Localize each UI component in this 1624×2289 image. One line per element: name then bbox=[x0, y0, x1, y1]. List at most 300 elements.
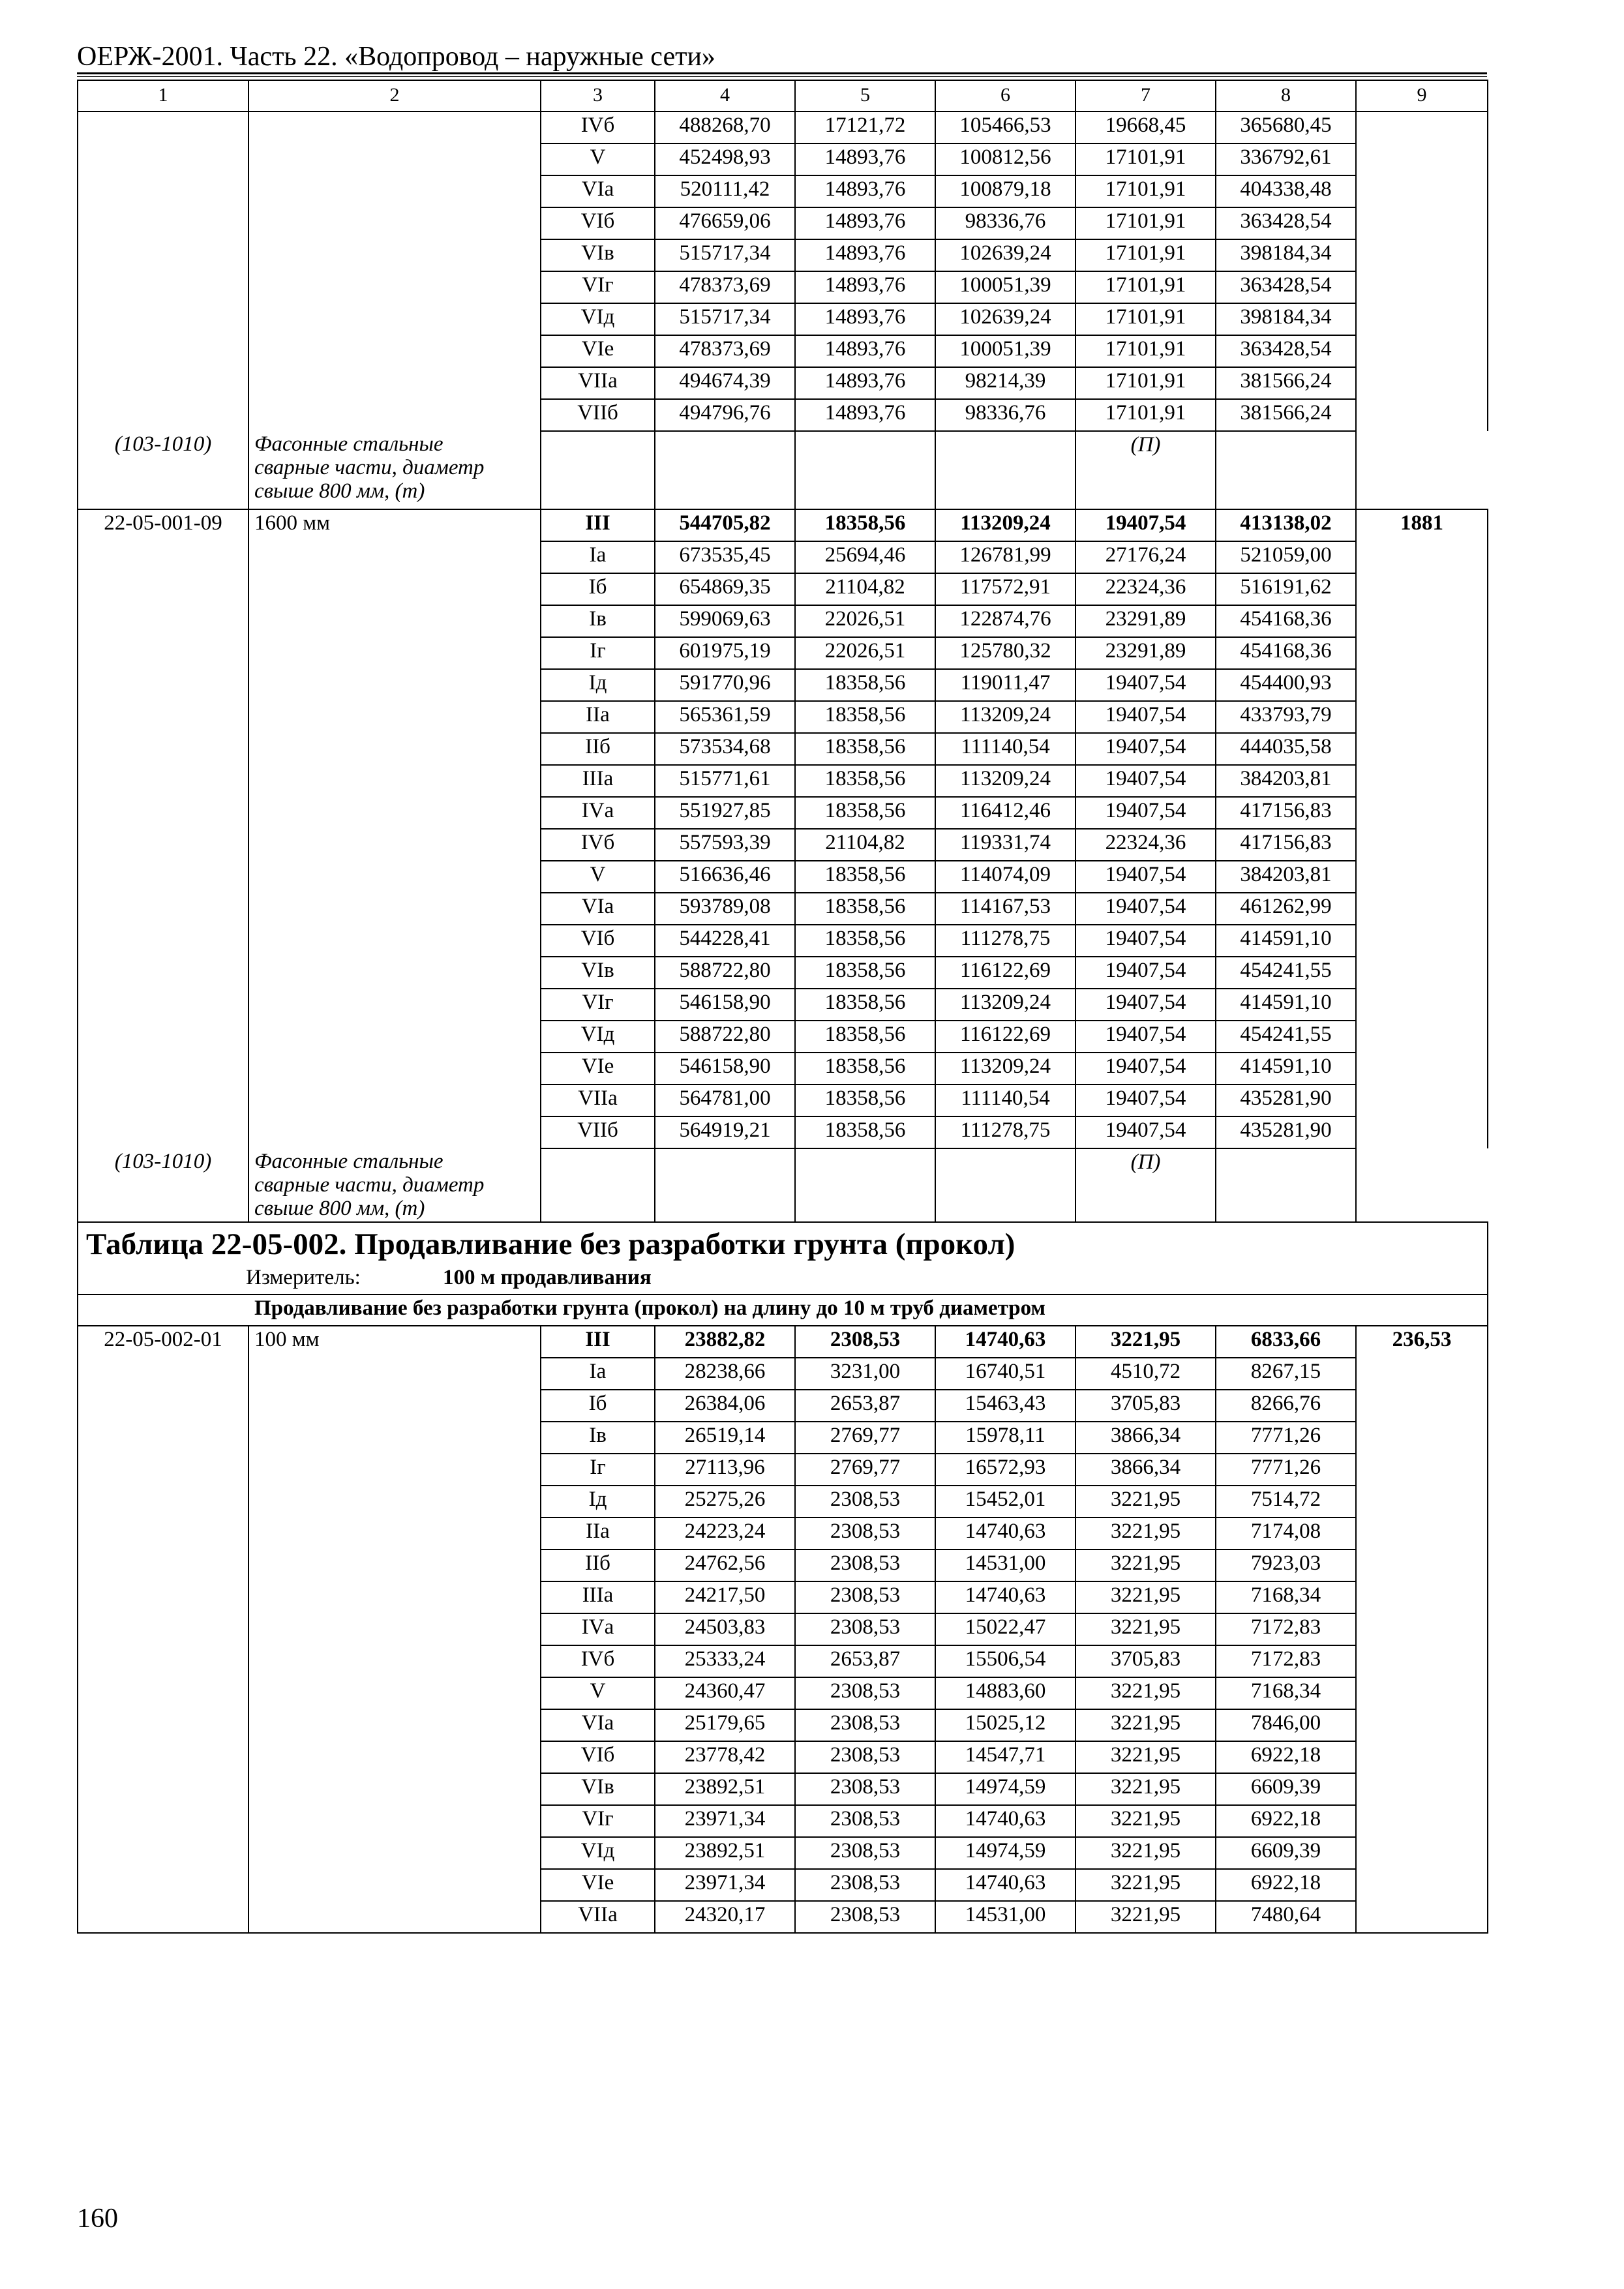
col9-cell bbox=[1356, 925, 1488, 957]
col9-cell bbox=[1356, 335, 1488, 367]
name-cell bbox=[248, 893, 541, 925]
table-row bbox=[78, 1709, 1488, 1741]
measure-value: 100 м продавливания bbox=[443, 1266, 652, 1289]
code-cell bbox=[78, 1869, 248, 1901]
col9-cell bbox=[1356, 989, 1488, 1021]
section-row bbox=[78, 1294, 1488, 1326]
col9-cell bbox=[1356, 1116, 1488, 1148]
value-cell: 515771,61 bbox=[655, 765, 795, 797]
value-cell: 515717,34 bbox=[655, 303, 795, 335]
value-cell: 14547,71 bbox=[935, 1741, 1075, 1773]
value-cell: 19668,45 bbox=[1075, 112, 1216, 143]
value-cell: 3231,00 bbox=[795, 1358, 935, 1390]
value-cell bbox=[655, 431, 795, 509]
value-cell: 435281,90 bbox=[1216, 1116, 1356, 1148]
value-cell: 363428,54 bbox=[1216, 271, 1356, 303]
column-number: 6 bbox=[935, 80, 1075, 112]
name-cell bbox=[248, 1486, 541, 1518]
table-row bbox=[78, 1085, 1488, 1116]
value-cell: 516191,62 bbox=[1216, 573, 1356, 605]
value-cell: 14893,76 bbox=[795, 303, 935, 335]
column-number: 8 bbox=[1216, 80, 1356, 112]
zone-cell: IVб bbox=[541, 1645, 655, 1677]
value-cell: 2308,53 bbox=[795, 1549, 935, 1581]
value-cell: 14893,76 bbox=[795, 335, 935, 367]
name-cell bbox=[248, 605, 541, 637]
value-cell: 3705,83 bbox=[1075, 1645, 1216, 1677]
value-cell: 2308,53 bbox=[795, 1805, 935, 1837]
value-cell: 454400,93 bbox=[1216, 669, 1356, 701]
value-cell: 2653,87 bbox=[795, 1390, 935, 1422]
name-cell bbox=[248, 112, 541, 143]
value-cell: 2308,53 bbox=[795, 1613, 935, 1645]
value-cell: 435281,90 bbox=[1216, 1085, 1356, 1116]
value-cell: 100051,39 bbox=[935, 335, 1075, 367]
col9-cell bbox=[1356, 861, 1488, 893]
value-cell: 15506,54 bbox=[935, 1645, 1075, 1677]
value-cell: 22026,51 bbox=[795, 605, 935, 637]
name-cell bbox=[248, 765, 541, 797]
value-cell: 24320,17 bbox=[655, 1901, 795, 1933]
col9-cell bbox=[1216, 1148, 1356, 1222]
zone-cell: Iб bbox=[541, 1390, 655, 1422]
value-cell: 19407,54 bbox=[1075, 989, 1216, 1021]
value-cell: 7168,34 bbox=[1216, 1677, 1356, 1709]
value-cell: 126781,99 bbox=[935, 541, 1075, 573]
value-cell: 2308,53 bbox=[795, 1869, 935, 1901]
code-cell bbox=[78, 1486, 248, 1518]
value-cell: 24762,56 bbox=[655, 1549, 795, 1581]
value-cell: 14893,76 bbox=[795, 399, 935, 431]
col9-cell bbox=[1356, 1613, 1488, 1645]
value-cell: 17101,91 bbox=[1075, 143, 1216, 175]
value-cell: 111278,75 bbox=[935, 925, 1075, 957]
col9-cell bbox=[1356, 1422, 1488, 1454]
table-row bbox=[78, 925, 1488, 957]
value-cell: 19407,54 bbox=[1075, 701, 1216, 733]
value-cell: 17101,91 bbox=[1075, 335, 1216, 367]
value-cell: 3221,95 bbox=[1075, 1326, 1216, 1358]
value-cell bbox=[541, 1148, 655, 1222]
zone-cell: Iв bbox=[541, 1422, 655, 1454]
table-row bbox=[78, 669, 1488, 701]
value-cell: 18358,56 bbox=[795, 1116, 935, 1148]
note-row bbox=[78, 1148, 1488, 1222]
code-cell bbox=[78, 1085, 248, 1116]
zone-cell: VIд bbox=[541, 1021, 655, 1053]
value-cell: 363428,54 bbox=[1216, 335, 1356, 367]
value-cell: 413138,02 bbox=[1216, 509, 1356, 541]
value-cell: 22026,51 bbox=[795, 637, 935, 669]
col9-cell bbox=[1356, 733, 1488, 765]
value-cell: 23971,34 bbox=[655, 1805, 795, 1837]
value-cell: 2308,53 bbox=[795, 1326, 935, 1358]
value-cell: 7514,72 bbox=[1216, 1486, 1356, 1518]
name-cell bbox=[248, 1518, 541, 1549]
value-cell: 98214,39 bbox=[935, 367, 1075, 399]
value-cell: 19407,54 bbox=[1075, 1085, 1216, 1116]
value-cell: 520111,42 bbox=[655, 175, 795, 207]
column-number: 1 bbox=[78, 80, 248, 112]
value-cell: 3221,95 bbox=[1075, 1677, 1216, 1709]
value-cell: 414591,10 bbox=[1216, 1053, 1356, 1085]
col9-cell bbox=[1356, 1837, 1488, 1869]
column-number: 9 bbox=[1356, 80, 1488, 112]
value-cell: 19407,54 bbox=[1075, 797, 1216, 829]
value-cell: 7846,00 bbox=[1216, 1709, 1356, 1741]
value-cell: 116412,46 bbox=[935, 797, 1075, 829]
col9-cell bbox=[1356, 303, 1488, 335]
value-cell: 494674,39 bbox=[655, 367, 795, 399]
value-cell: 2769,77 bbox=[795, 1422, 935, 1454]
code-cell bbox=[78, 605, 248, 637]
code-cell bbox=[78, 989, 248, 1021]
code-cell bbox=[78, 1709, 248, 1741]
code-cell bbox=[78, 1773, 248, 1805]
code-cell bbox=[78, 1613, 248, 1645]
code-cell bbox=[78, 1358, 248, 1390]
section-heading: Продавливание без разработки грунта (прокол) на длину до 10 м труб диаметром bbox=[78, 1294, 1488, 1326]
zone-cell: IVб bbox=[541, 829, 655, 861]
value-cell: 25179,65 bbox=[655, 1709, 795, 1741]
code-cell bbox=[78, 1053, 248, 1085]
value-cell: 23892,51 bbox=[655, 1773, 795, 1805]
value-cell: 454241,55 bbox=[1216, 957, 1356, 989]
value-cell: 119011,47 bbox=[935, 669, 1075, 701]
code-cell bbox=[78, 765, 248, 797]
zone-cell: Iа bbox=[541, 541, 655, 573]
value-cell: 113209,24 bbox=[935, 509, 1075, 541]
zone-cell: VIв bbox=[541, 1773, 655, 1805]
zone-cell: VIе bbox=[541, 335, 655, 367]
value-cell: 23882,82 bbox=[655, 1326, 795, 1358]
value-cell: 17101,91 bbox=[1075, 207, 1216, 239]
value-cell: 102639,24 bbox=[935, 303, 1075, 335]
value-cell bbox=[795, 431, 935, 509]
note-line: свыше 800 мм, (т) bbox=[254, 1197, 425, 1220]
value-cell: 546158,90 bbox=[655, 989, 795, 1021]
value-cell: 27113,96 bbox=[655, 1454, 795, 1486]
table-row bbox=[78, 1390, 1488, 1422]
code-cell bbox=[78, 1390, 248, 1422]
code-cell bbox=[78, 1645, 248, 1677]
value-cell: 17121,72 bbox=[795, 112, 935, 143]
code-cell bbox=[78, 829, 248, 861]
value-cell: 113209,24 bbox=[935, 701, 1075, 733]
value-cell: 516636,46 bbox=[655, 861, 795, 893]
value-cell: 23971,34 bbox=[655, 1869, 795, 1901]
code-cell bbox=[78, 573, 248, 605]
value-cell: 384203,81 bbox=[1216, 861, 1356, 893]
name-cell bbox=[248, 207, 541, 239]
value-cell: 7771,26 bbox=[1216, 1422, 1356, 1454]
value-cell: 381566,24 bbox=[1216, 399, 1356, 431]
code-cell bbox=[78, 239, 248, 271]
value-cell: 19407,54 bbox=[1075, 925, 1216, 957]
value-cell: 18358,56 bbox=[795, 861, 935, 893]
value-cell: 654869,35 bbox=[655, 573, 795, 605]
code-cell: 22-05-002-01 bbox=[78, 1326, 248, 1358]
code-cell bbox=[78, 1549, 248, 1581]
value-cell: 23892,51 bbox=[655, 1837, 795, 1869]
table-row bbox=[78, 637, 1488, 669]
value-cell: 3221,95 bbox=[1075, 1837, 1216, 1869]
value-cell: 14893,76 bbox=[795, 367, 935, 399]
name-cell bbox=[248, 797, 541, 829]
measure-row bbox=[78, 1266, 1488, 1294]
value-cell: 19407,54 bbox=[1075, 1021, 1216, 1053]
name-cell bbox=[248, 1741, 541, 1773]
header-rule bbox=[77, 72, 1487, 74]
value-cell: 22324,36 bbox=[1075, 829, 1216, 861]
value-cell: 15978,11 bbox=[935, 1422, 1075, 1454]
table-row bbox=[78, 1053, 1488, 1085]
value-cell: 2308,53 bbox=[795, 1518, 935, 1549]
value-cell: 27176,24 bbox=[1075, 541, 1216, 573]
value-cell: 102639,24 bbox=[935, 239, 1075, 271]
value-cell: 2308,53 bbox=[795, 1773, 935, 1805]
value-cell: 673535,45 bbox=[655, 541, 795, 573]
value-cell: 7168,34 bbox=[1216, 1581, 1356, 1613]
code-cell bbox=[78, 1901, 248, 1933]
name-cell bbox=[248, 1613, 541, 1645]
value-cell: 111140,54 bbox=[935, 1085, 1075, 1116]
col9-cell bbox=[1356, 1390, 1488, 1422]
code-cell bbox=[78, 861, 248, 893]
value-cell: 588722,80 bbox=[655, 1021, 795, 1053]
zone-cell: VIе bbox=[541, 1869, 655, 1901]
name-cell bbox=[248, 861, 541, 893]
value-cell: 14740,63 bbox=[935, 1805, 1075, 1837]
zone-cell: VIб bbox=[541, 1741, 655, 1773]
col9-cell bbox=[1356, 367, 1488, 399]
value-cell: 3221,95 bbox=[1075, 1805, 1216, 1837]
value-cell: 7480,64 bbox=[1216, 1901, 1356, 1933]
zone-cell: IIб bbox=[541, 733, 655, 765]
name-cell bbox=[248, 637, 541, 669]
table-row bbox=[78, 367, 1488, 399]
price-table bbox=[77, 80, 1488, 1934]
column-number: 3 bbox=[541, 80, 655, 112]
value-cell: 17101,91 bbox=[1075, 271, 1216, 303]
value-cell: 17101,91 bbox=[1075, 303, 1216, 335]
value-cell: 23291,89 bbox=[1075, 637, 1216, 669]
value-cell: 3866,34 bbox=[1075, 1422, 1216, 1454]
code-cell bbox=[78, 1581, 248, 1613]
value-cell: 18358,56 bbox=[795, 765, 935, 797]
code-cell bbox=[78, 207, 248, 239]
value-cell: 19407,54 bbox=[1075, 957, 1216, 989]
value-cell: 116122,69 bbox=[935, 957, 1075, 989]
value-cell: 25275,26 bbox=[655, 1486, 795, 1518]
table-row bbox=[78, 1773, 1488, 1805]
name-cell bbox=[248, 1085, 541, 1116]
note-text bbox=[248, 1148, 541, 1222]
col9-cell bbox=[1356, 1454, 1488, 1486]
col9-cell bbox=[1356, 1486, 1488, 1518]
value-cell: 16740,51 bbox=[935, 1358, 1075, 1390]
value-cell: 4510,72 bbox=[1075, 1358, 1216, 1390]
value-cell: 14740,63 bbox=[935, 1869, 1075, 1901]
note-line: Фасонные стальные bbox=[254, 1150, 444, 1173]
value-cell: 18358,56 bbox=[795, 509, 935, 541]
value-cell: 7174,08 bbox=[1216, 1518, 1356, 1549]
zone-cell: IVа bbox=[541, 797, 655, 829]
value-cell: 25333,24 bbox=[655, 1645, 795, 1677]
column-number: 2 bbox=[248, 80, 541, 112]
value-cell: 417156,83 bbox=[1216, 829, 1356, 861]
col9-cell bbox=[1356, 239, 1488, 271]
value-cell bbox=[935, 1148, 1075, 1222]
value-cell: 433793,79 bbox=[1216, 701, 1356, 733]
column-number: 4 bbox=[655, 80, 795, 112]
code-cell bbox=[78, 1837, 248, 1869]
code-cell bbox=[78, 925, 248, 957]
name-cell bbox=[248, 1021, 541, 1053]
zone-cell: VIIб bbox=[541, 399, 655, 431]
code-cell bbox=[78, 271, 248, 303]
col9-cell bbox=[1356, 797, 1488, 829]
note-p: (П) bbox=[1075, 1148, 1216, 1222]
value-cell: 521059,00 bbox=[1216, 541, 1356, 573]
value-cell: 114167,53 bbox=[935, 893, 1075, 925]
table-row bbox=[78, 1021, 1488, 1053]
code-cell bbox=[78, 143, 248, 175]
name-cell bbox=[248, 1053, 541, 1085]
value-cell: 452498,93 bbox=[655, 143, 795, 175]
zone-cell: Iв bbox=[541, 605, 655, 637]
table-row bbox=[78, 1645, 1488, 1677]
name-cell bbox=[248, 1358, 541, 1390]
zone-cell: VIа bbox=[541, 1709, 655, 1741]
value-cell: 6609,39 bbox=[1216, 1773, 1356, 1805]
value-cell: 478373,69 bbox=[655, 271, 795, 303]
table-row bbox=[78, 1901, 1488, 1933]
name-cell: 100 мм bbox=[248, 1326, 541, 1358]
value-cell: 98336,76 bbox=[935, 207, 1075, 239]
value-cell: 599069,63 bbox=[655, 605, 795, 637]
value-cell: 2308,53 bbox=[795, 1677, 935, 1709]
value-cell: 461262,99 bbox=[1216, 893, 1356, 925]
code-cell bbox=[78, 637, 248, 669]
col9-cell bbox=[1356, 1549, 1488, 1581]
table-row bbox=[78, 1116, 1488, 1148]
col9-cell bbox=[1356, 541, 1488, 573]
name-cell bbox=[248, 1549, 541, 1581]
value-cell: 114074,09 bbox=[935, 861, 1075, 893]
name-cell bbox=[248, 1901, 541, 1933]
zone-cell: Iб bbox=[541, 573, 655, 605]
value-cell: 119331,74 bbox=[935, 829, 1075, 861]
value-cell: 122874,76 bbox=[935, 605, 1075, 637]
value-cell: 3221,95 bbox=[1075, 1869, 1216, 1901]
zone-cell: VIб bbox=[541, 207, 655, 239]
name-cell bbox=[248, 1454, 541, 1486]
value-cell: 2308,53 bbox=[795, 1901, 935, 1933]
col9-cell bbox=[1356, 271, 1488, 303]
table-row bbox=[78, 605, 1488, 637]
code-cell bbox=[78, 893, 248, 925]
name-cell bbox=[248, 1773, 541, 1805]
col9-cell bbox=[1356, 1581, 1488, 1613]
code-cell bbox=[78, 1422, 248, 1454]
name-cell bbox=[248, 541, 541, 573]
value-cell: 454241,55 bbox=[1216, 1021, 1356, 1053]
table-row bbox=[78, 701, 1488, 733]
zone-cell: Iд bbox=[541, 669, 655, 701]
value-cell: 8267,15 bbox=[1216, 1358, 1356, 1390]
value-cell: 113209,24 bbox=[935, 765, 1075, 797]
value-cell: 21104,82 bbox=[795, 573, 935, 605]
value-cell: 478373,69 bbox=[655, 335, 795, 367]
col9-cell bbox=[1356, 1358, 1488, 1390]
zone-cell: VIIа bbox=[541, 1085, 655, 1116]
name-cell bbox=[248, 573, 541, 605]
table-row bbox=[78, 893, 1488, 925]
name-cell bbox=[248, 701, 541, 733]
col9-cell: 236,53 bbox=[1356, 1326, 1488, 1358]
value-cell: 14974,59 bbox=[935, 1837, 1075, 1869]
value-cell: 3221,95 bbox=[1075, 1709, 1216, 1741]
value-cell: 7172,83 bbox=[1216, 1613, 1356, 1645]
value-cell: 16572,93 bbox=[935, 1454, 1075, 1486]
value-cell: 15025,12 bbox=[935, 1709, 1075, 1741]
name-cell bbox=[248, 367, 541, 399]
code-cell bbox=[78, 1805, 248, 1837]
zone-cell: Iг bbox=[541, 1454, 655, 1486]
name-cell bbox=[248, 1116, 541, 1148]
name-cell bbox=[248, 1422, 541, 1454]
table-row bbox=[78, 1454, 1488, 1486]
value-cell: 384203,81 bbox=[1216, 765, 1356, 797]
zone-cell: IIа bbox=[541, 701, 655, 733]
value-cell: 111278,75 bbox=[935, 1116, 1075, 1148]
note-text bbox=[248, 431, 541, 509]
name-cell bbox=[248, 303, 541, 335]
table-row bbox=[78, 573, 1488, 605]
value-cell: 444035,58 bbox=[1216, 733, 1356, 765]
value-cell: 23778,42 bbox=[655, 1741, 795, 1773]
name-cell bbox=[248, 335, 541, 367]
zone-cell: VIе bbox=[541, 1053, 655, 1085]
col9-cell bbox=[1356, 893, 1488, 925]
name-cell bbox=[248, 989, 541, 1021]
table-row bbox=[78, 143, 1488, 175]
table-row bbox=[78, 399, 1488, 431]
table-row bbox=[78, 1486, 1488, 1518]
col9-cell bbox=[1356, 1741, 1488, 1773]
value-cell: 19407,54 bbox=[1075, 733, 1216, 765]
table-row bbox=[78, 1837, 1488, 1869]
value-cell: 591770,96 bbox=[655, 669, 795, 701]
measure-label: Измеритель: bbox=[246, 1266, 361, 1289]
col9-cell bbox=[1356, 605, 1488, 637]
note-code: (103-1010) bbox=[78, 1148, 248, 1222]
name-cell: 1600 мм bbox=[248, 509, 541, 541]
value-cell: 18358,56 bbox=[795, 701, 935, 733]
value-cell: 404338,48 bbox=[1216, 175, 1356, 207]
table-row bbox=[78, 1581, 1488, 1613]
zone-cell: VIIа bbox=[541, 1901, 655, 1933]
table-row bbox=[78, 175, 1488, 207]
table-row bbox=[78, 239, 1488, 271]
value-cell: 24360,47 bbox=[655, 1677, 795, 1709]
table-row bbox=[78, 1869, 1488, 1901]
column-number: 5 bbox=[795, 80, 935, 112]
name-cell bbox=[248, 733, 541, 765]
col9-cell bbox=[1356, 1645, 1488, 1677]
value-cell: 565361,59 bbox=[655, 701, 795, 733]
